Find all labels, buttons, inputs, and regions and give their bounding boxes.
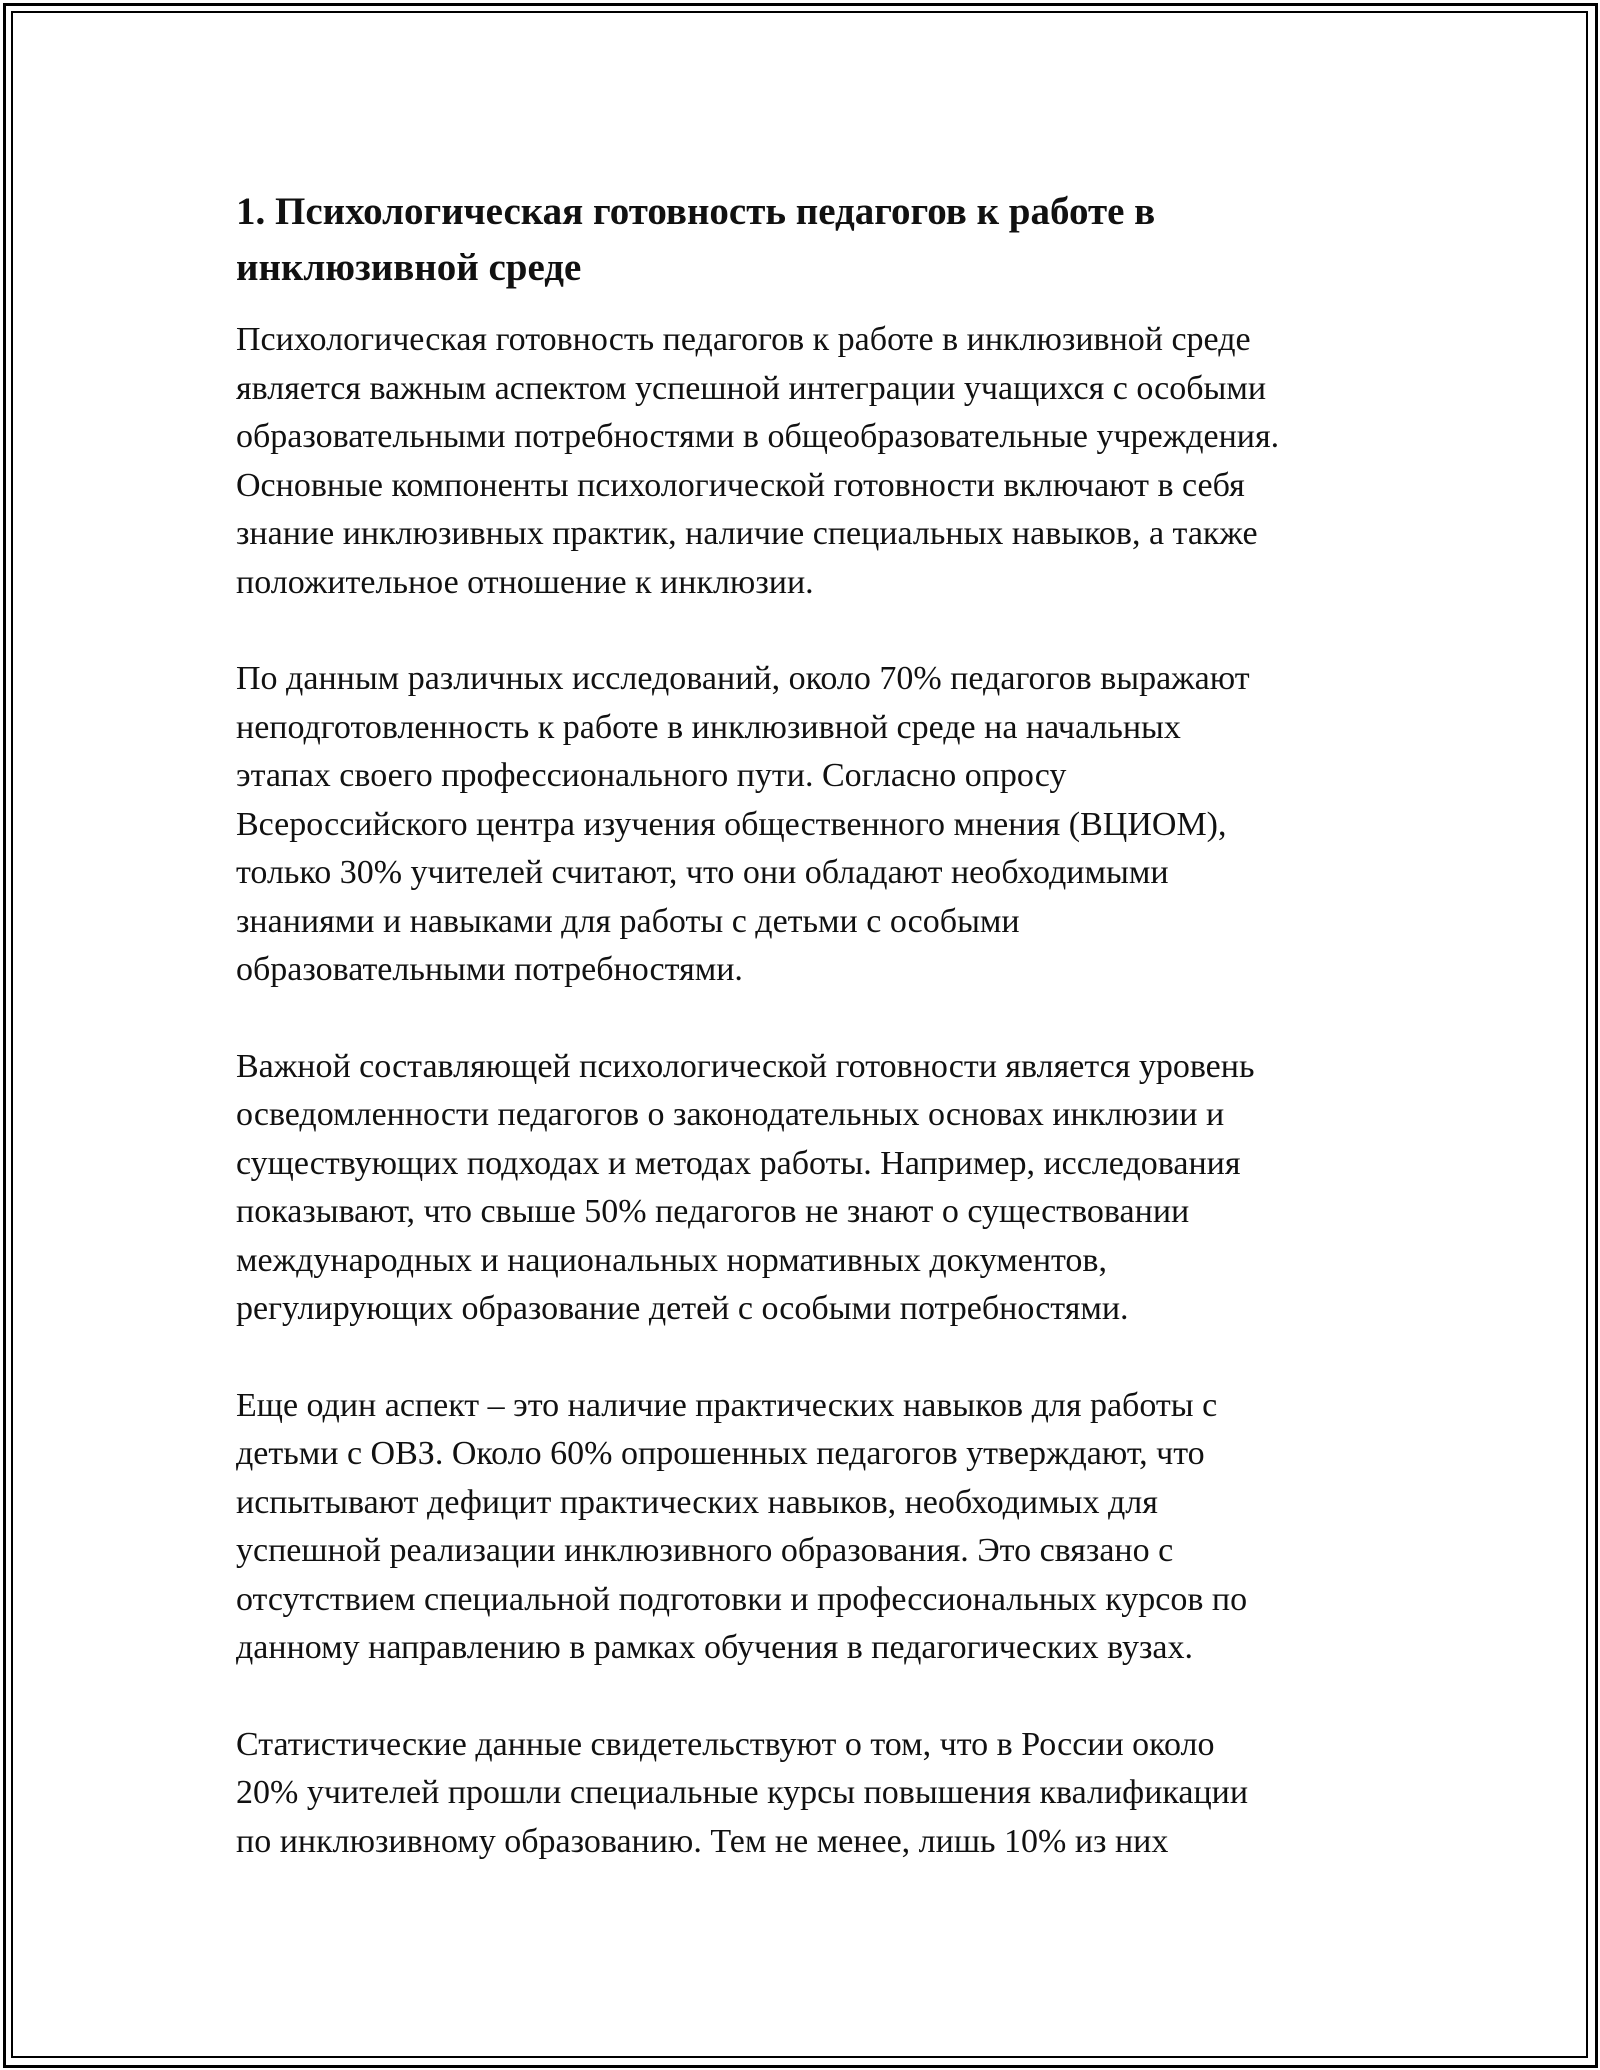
paragraph-5: Статистические данные свидетельствуют о том, что в России около 20% учителей прошли специальные курсы повышения квалификации по инклюзивному образованию. Тем не менее, лишь 10% из них bbox=[236, 1725, 1249, 1860]
paragraph-1: Психологическая готовность педагогов к работе в инклюзивной среде является важным аспектом успешной интеграции учащихся с особыми образовательными потребностями в общеобразовательные учреждения. Основные компоненты психологической готовности включают в себя знание инклюзивных практик, наличие специальных навыков, а также положительное отношение к инклюзии. bbox=[236, 321, 1280, 601]
paragraph-2: По данным различных исследований, около 70% педагогов выражают неподготовленность к работе в инклюзивной среде на начальных этапах своего профессионального пути. Согласно опросу Всероссийского центра изучения общественного мнения (ВЦИОМ), только 30% учителей считают, что они обладают необходимыми знаниями и навыками для работы с детьми с особыми образовательными потребностями. bbox=[236, 660, 1250, 988]
paragraph-3: Важной составляющей психологической готовности является уровень осведомленности педагогов о законодательных основах инклюзии и существующих подходах и методах работы. Например, исследования показывают, что свыше 50% педагогов не знают о существовании международных и национальных нормативных документов, регулирующих образование детей с особыми потребностями. bbox=[236, 1047, 1255, 1327]
paragraph-4: Еще один аспект – это наличие практических навыков для работы с детьми с ОВЗ. Около 60% опрошенных педагогов утверждают, что испытывают дефицит практических навыков, необходимых для успешной реализации инклюзивного образования. Это связано с отсутствием специальной подготовки и профессиональных курсов по данному направлению в рамках обучения в педагогических вузах. bbox=[236, 1386, 1248, 1666]
section-title: 1. Психологическая готовность педагогов к работе в инклюзивной среде bbox=[236, 190, 1156, 289]
document-body bbox=[236, 184, 1376, 1914]
